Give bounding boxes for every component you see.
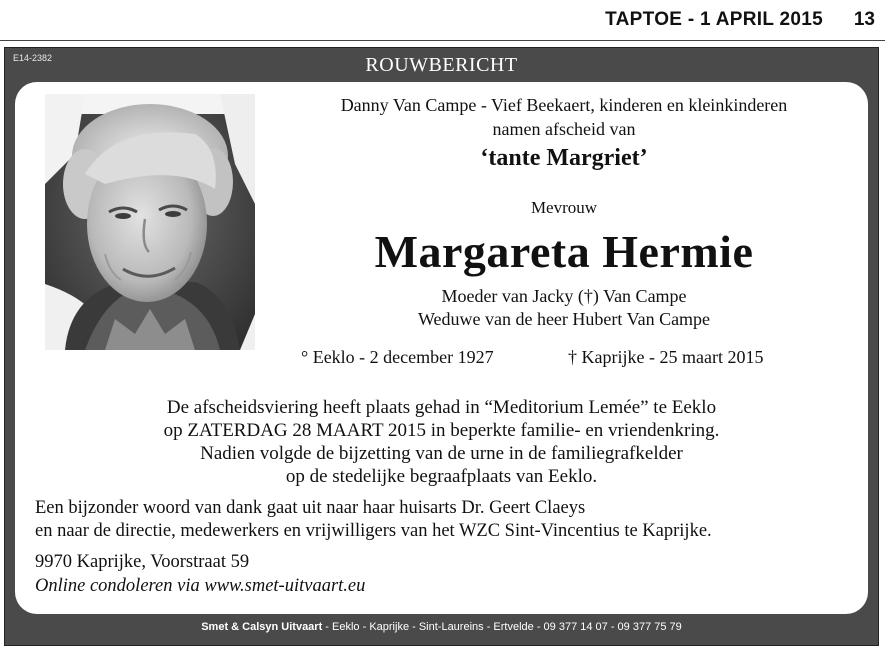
newspaper-title-date: TAPTOE - 1 APRIL 2015 — [605, 9, 823, 30]
section-title: ROUWBERICHT — [365, 54, 518, 76]
portrait-image — [45, 94, 255, 350]
relation-line: Moeder van Jacky (†) Van Campe — [441, 286, 687, 306]
newspaper-masthead — [0, 0, 885, 41]
nickname: ‘tante Margriet’ — [480, 145, 648, 171]
relations — [269, 285, 859, 331]
portrait-photo — [45, 94, 255, 350]
thanks-line: en naar de directie, medewerkers en vrijwilligers van het WZC Sint-Vincentius te Kaprijke. — [35, 521, 712, 541]
funeral-home-details: - Eeklo - Kaprijke - Sint-Laureins - Ertvelde - 09 377 14 07 - 09 377 75 79 — [322, 621, 682, 633]
thanks-line: Een bijzonder woord van dank gaat uit naar haar huisarts Dr. Geert Claeys — [35, 498, 586, 518]
death-info: † Kaprijke - 25 maart 2015 — [568, 347, 764, 367]
obituary-panel — [15, 82, 868, 614]
funeral-home-name: Smet & Calsyn Uitvaart — [201, 621, 323, 633]
page-number: 13 — [853, 9, 875, 30]
obituary-frame — [4, 47, 879, 646]
address: 9970 Kaprijke, Voorstraat 59 — [35, 552, 250, 572]
thanks-text — [35, 497, 712, 543]
ceremony-line: Nadien volgde de bijzetting van de urne in de familiegrafkelder — [200, 443, 683, 464]
deceased-name: Margareta Hermie — [374, 226, 754, 277]
funeral-home-footer — [5, 621, 878, 633]
ceremony-text — [55, 396, 828, 488]
birth-info: ° Eeklo - 2 december 1927 — [301, 347, 494, 367]
relation-line: Weduwe van de heer Hubert Van Campe — [417, 309, 711, 329]
condolence-link[interactable]: Online condoleren via www.smet-uitvaart.eu — [35, 576, 366, 596]
family-line: Danny Van Campe - Vief Beekaert, kinderen en kleinkinderen — [340, 95, 788, 115]
ceremony-line: op de stedelijke begraafplaats van Eeklo. — [285, 466, 598, 487]
ceremony-line: De afscheidsviering heeft plaats gehad in “Meditorium Lemée” te Eeklo — [166, 397, 717, 418]
honorific: Mevrouw — [530, 198, 598, 217]
ceremony-line: op ZATERDAG 28 MAART 2015 in beperkte familie- en vriendenkring. — [163, 420, 720, 441]
family-announcement — [269, 93, 859, 141]
reference-code: E14-2382 — [13, 53, 53, 63]
family-line: namen afscheid van — [492, 119, 636, 139]
